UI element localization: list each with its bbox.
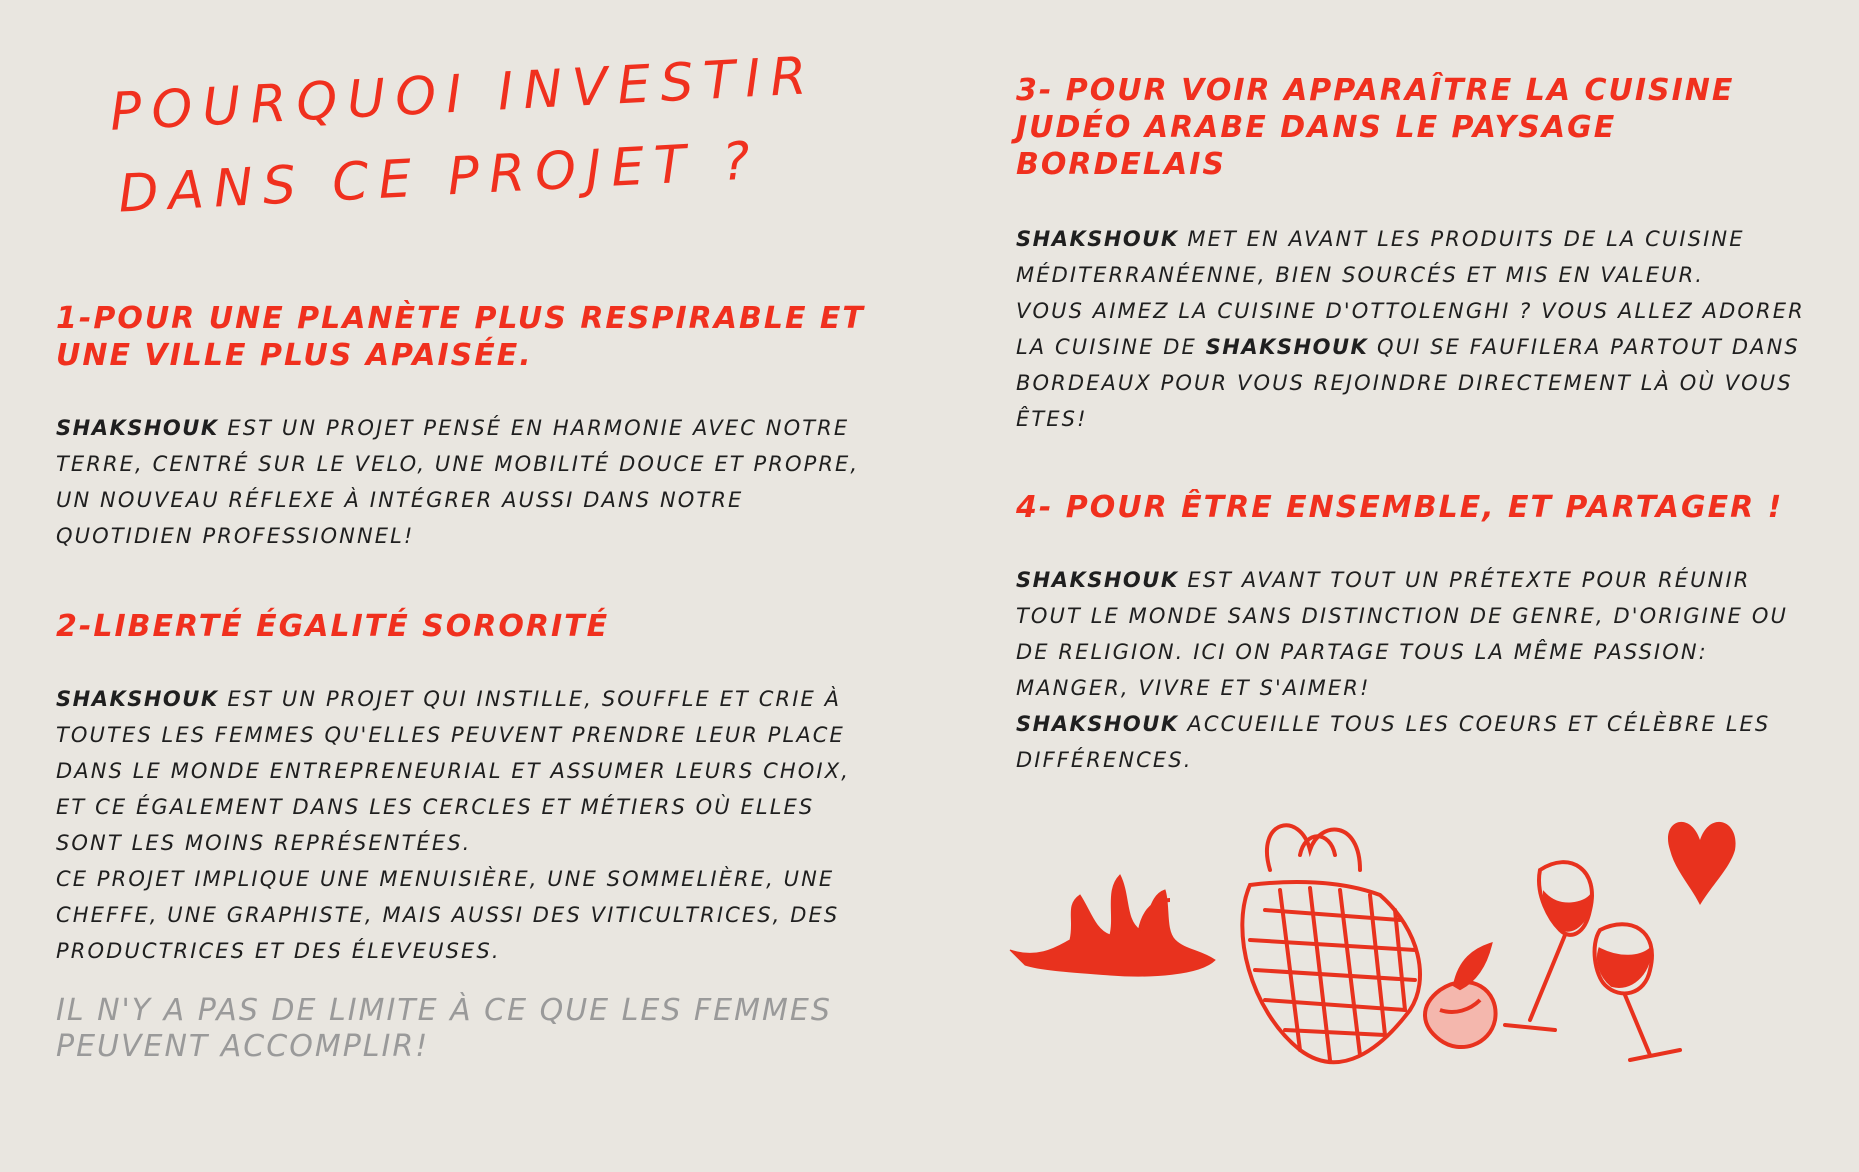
section-4-heading: 4- POUR ÊTRE ENSEMBLE, ET PARTAGER ! bbox=[1016, 490, 1784, 525]
section-2-text bbox=[56, 681, 876, 861]
closing-quote-line-2: PEUVENT ACCOMPLIR! bbox=[56, 1029, 430, 1064]
page-title bbox=[108, 32, 876, 236]
section-2-heading: 2-LIBERTÉ ÉGALITÉ SORORITÉ bbox=[56, 609, 610, 644]
section-1-heading-line-2: UNE VILLE PLUS APAISÉE. bbox=[56, 338, 533, 373]
title-line-1: POURQUOI INVESTIR bbox=[108, 45, 818, 143]
section-1-body: EST UN PROJET PENSÉ EN HARMONIE AVEC NOTRE TERRE, CENTRÉ SUR LE VELO, UNE MOBILITÉ DOUCE ET PROPRE, UN NOUVEAU RÉFLEXE À INTÉGRER AUSSI DANS NOTRE QUOTIDIEN PROFESSIONNEL! bbox=[56, 416, 860, 548]
illustrations bbox=[1000, 810, 1760, 1070]
section-2-text-2: CE PROJET IMPLIQUE UNE MENUISIÈRE, UNE SOMMELIÈRE, UNE CHEFFE, UNE GRAPHISTE, MAIS AUSSI DES VITICULTRICES, DES PRODUCTRICES ET DES ÉLEVEUSES. bbox=[56, 867, 840, 963]
section-4-body: EST AVANT TOUT UN PRÉTEXTE POUR RÉUNIR TOUT LE MONDE SANS DISTINCTION DE GENRE, D'ORIGINE OU DE RELIGION. ICI ON PARTAGE TOUS LA MÊME PASSION: MANGER, VIVRE ET S'AIMER! bbox=[1016, 568, 1788, 700]
section-1-heading-line-1: 1-POUR UNE PLANÈTE PLUS RESPIRABLE ET bbox=[56, 301, 865, 336]
wine-glasses-icon bbox=[1505, 862, 1680, 1060]
section-3-heading bbox=[1016, 72, 1816, 183]
section-1 bbox=[56, 300, 876, 554]
section-3-heading-line-2: JUDÉO ARABE DANS LE PAYSAGE BORDELAIS bbox=[1016, 110, 1617, 182]
closing-quote-line-1: IL N'Y A PAS DE LIMITE À CE QUE LES FEMMES bbox=[56, 993, 832, 1028]
section-3-body: MET EN AVANT LES PRODUITS DE LA CUISINE MÉDITERRANÉENNE, BIEN SOURCÉS ET MIS EN VALEUR. bbox=[1016, 227, 1745, 287]
section-1-text bbox=[56, 410, 866, 554]
brand-name: SHAKSHOUK bbox=[56, 687, 219, 711]
brand-name: SHAKSHOUK bbox=[1016, 712, 1179, 736]
fire-icon bbox=[1010, 875, 1215, 976]
brand-name: SHAKSHOUK bbox=[56, 416, 219, 440]
section-3 bbox=[1016, 72, 1816, 437]
section-3-text-2 bbox=[1016, 293, 1816, 437]
section-4-text bbox=[1016, 562, 1816, 706]
section-4 bbox=[1016, 489, 1816, 778]
right-column bbox=[1016, 72, 1816, 778]
lemon-icon bbox=[1425, 945, 1496, 1047]
brand-name: SHAKSHOUK bbox=[1016, 227, 1179, 251]
left-column bbox=[56, 300, 876, 1065]
section-3-body-2b: QUI SE FAUFILERA PARTOUT DANS BORDEAUX POUR VOUS REJOINDRE DIRECTEMENT LÀ OÙ VOUS ÊTES! bbox=[1016, 335, 1800, 431]
section-2 bbox=[56, 608, 876, 1065]
closing-quote bbox=[56, 993, 876, 1065]
brand-name: SHAKSHOUK bbox=[1016, 568, 1179, 592]
section-4-text-2 bbox=[1016, 706, 1816, 778]
section-3-heading-line-1: 3- POUR VOIR APPARAÎTRE LA CUISINE bbox=[1016, 73, 1735, 108]
market-bag-icon bbox=[1242, 825, 1420, 1062]
section-2-body: EST UN PROJET QUI INSTILLE, SOUFFLE ET CRIE À TOUTES LES FEMMES QU'ELLES PEUVENT PRENDRE LEUR PLACE DANS LE MONDE ENTREPRENEURIAL ET ASSUMER LEURS CHOIX, ET CE ÉGALEMENT DANS LES CERCLES ET MÉTIERS OÙ ELLES SONT LES MOINS REPRÉSENTÉES. bbox=[56, 687, 850, 855]
section-1-heading bbox=[56, 300, 876, 374]
section-3-body-2a: VOUS AIMEZ LA CUISINE D'OTTOLENGHI ? VOUS ALLEZ ADORER LA CUISINE DE bbox=[1016, 299, 1805, 359]
brand-name: SHAKSHOUK bbox=[1205, 335, 1369, 359]
title-line-2: DANS CE PROJET ? bbox=[116, 131, 762, 225]
section-4-body-2: ACCUEILLE TOUS LES COEURS ET CÉLÈBRE LES DIFFÉRENCES. bbox=[1016, 712, 1771, 772]
heart-icon bbox=[1668, 822, 1736, 905]
section-3-text bbox=[1016, 221, 1816, 293]
